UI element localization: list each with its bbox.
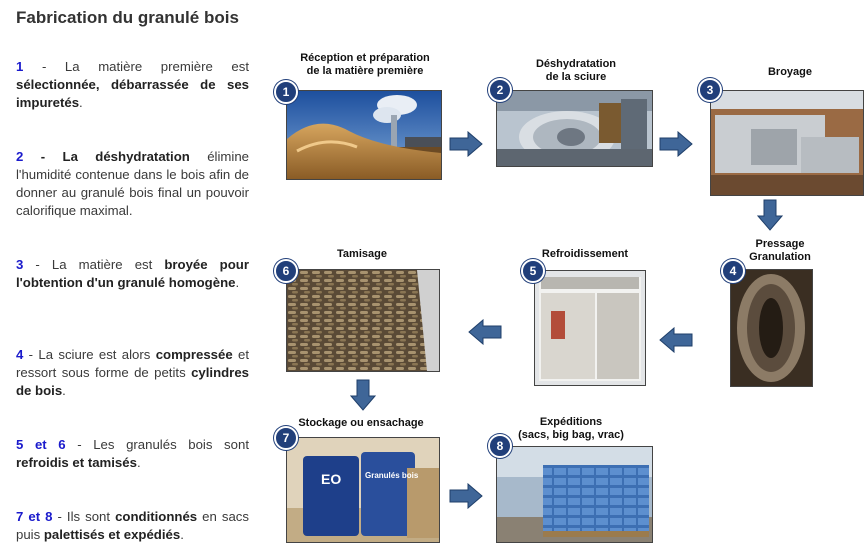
step-text-3 (16, 256, 249, 292)
wood-pellets-picture (287, 270, 439, 371)
page-title: Fabrication du granulé bois (16, 8, 239, 27)
step-number: 2 (16, 149, 24, 164)
step-text-bold: - (23, 149, 63, 164)
pellet-die-picture (731, 270, 812, 386)
bag-product-text: Granulés bois (365, 471, 419, 480)
step-text-bold: sélectionnée, débarrassée de ses impuretés (16, 77, 249, 110)
photo-bagging (286, 437, 440, 543)
step-text-plain: en sacs puis (16, 509, 249, 542)
pellet-bags-picture (287, 438, 439, 542)
step-badge-1: 1 (274, 80, 298, 104)
step-text-plain: . (62, 383, 66, 398)
step-text-plain: - Ils sont (52, 509, 116, 524)
step-text-plain: . (180, 527, 184, 542)
step-number: 4 (16, 347, 24, 362)
photo-cooling (534, 270, 646, 386)
sawdust-pile-picture (287, 91, 441, 179)
bag-brand-text: EO (321, 471, 342, 487)
step-text-7-8 (16, 508, 249, 544)
arrow-right-7-8 (449, 483, 483, 509)
step-badge-4: 4 (721, 259, 745, 283)
step-badge-6: 6 (274, 259, 298, 283)
grinder-machine-picture (711, 91, 863, 195)
step-text-bold: palettisés et expédiés (43, 527, 181, 542)
step-text-bold: La déshydratation (62, 149, 190, 164)
arrow-down-3-4 (757, 199, 783, 231)
step-text-bold: cylindres de bois (16, 365, 249, 398)
step-number: 3 (16, 257, 24, 272)
step-number: 1 (16, 59, 24, 74)
arrow-right-1-2 (449, 131, 483, 157)
step-label-5: Refroidissement (541, 248, 629, 260)
step-number: 5 et 6 (16, 437, 66, 452)
step-text-bold: compressée (155, 347, 233, 362)
arrow-left-5-6 (468, 319, 502, 345)
cooler-cabinet-picture (535, 271, 645, 385)
step-badge-7: 7 (274, 426, 298, 450)
step-label-6: Tamisage (337, 248, 387, 260)
step-label-1: Réception et préparation de la matière première (300, 52, 430, 77)
step-text-plain: - Les granulés bois sont (65, 437, 249, 452)
step-text-plain: . (136, 455, 141, 470)
step-label-7: Stockage ou ensachage (298, 417, 424, 429)
photo-raw-material (286, 90, 442, 180)
photo-grinding (710, 90, 864, 196)
step-text-plain: - La sciure est alors (23, 347, 156, 362)
step-text-plain: . (79, 95, 83, 110)
step-text-plain: et ressort sous forme de petits (16, 347, 249, 380)
step-text-1 (16, 58, 249, 112)
dryer-drum-picture (497, 91, 652, 166)
step-badge-8: 8 (488, 434, 512, 458)
step-label-4: Pressage Granulation (749, 238, 811, 263)
step-text-plain: - La matière est (23, 257, 165, 272)
step-badge-2: 2 (488, 78, 512, 102)
photo-shipping (496, 446, 653, 543)
step-text-plain: . (235, 275, 240, 290)
step-label-3: Broyage (767, 66, 813, 78)
step-label-8: Expéditions (sacs, big bag, vrac) (518, 416, 624, 441)
step-number: 7 et 8 (16, 509, 53, 524)
photo-sieving (286, 269, 440, 372)
step-label-2: Déshydratation de la sciure (535, 58, 617, 83)
step-text-plain: élimine l'humidité contenue dans le bois afin de donner au granulé bois final un pouvoir calorifique maximal. (16, 149, 249, 218)
step-text-5-6 (16, 436, 249, 472)
step-text-2 (16, 148, 249, 220)
arrow-down-6-7 (350, 379, 376, 411)
step-text-bold: broyée pour l'obtention d'un granulé homogène (16, 257, 249, 290)
process-diagram (260, 0, 866, 559)
pallets-picture (497, 447, 652, 542)
photo-pressing (730, 269, 813, 387)
arrow-right-2-3 (659, 131, 693, 157)
arrow-left-4-5 (659, 327, 693, 353)
photo-dehydration (496, 90, 653, 167)
step-text-bold: refroidis et tamisés (16, 455, 137, 470)
step-badge-3: 3 (698, 78, 722, 102)
step-text-plain: - La matière première est (23, 59, 249, 74)
step-text-bold: conditionnés (115, 509, 198, 524)
step-badge-5: 5 (521, 259, 545, 283)
step-text-4 (16, 346, 249, 400)
